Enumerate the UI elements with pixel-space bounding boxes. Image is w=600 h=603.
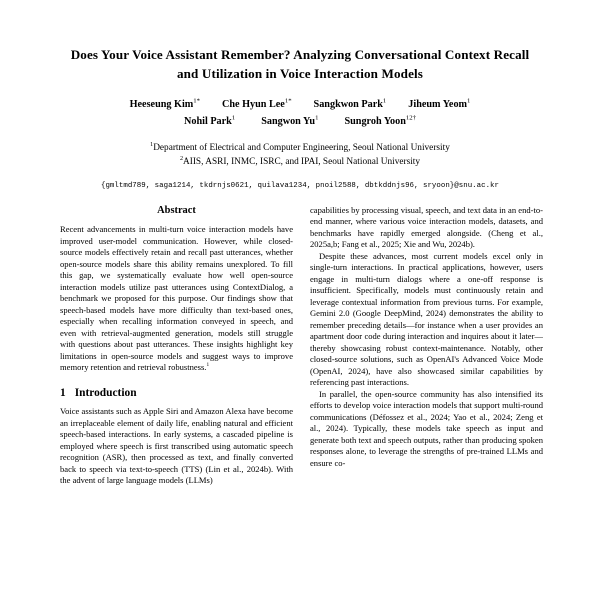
author-name: Sangwon Yu: [261, 115, 316, 127]
affiliation-entry: [62, 141, 538, 155]
section-heading-introduction: [60, 387, 293, 401]
author-name: Jiheum Yeom: [408, 99, 468, 111]
author-affiliation-marker: 1: [467, 97, 471, 105]
contact-emails: {gmltmd789, saga1214, tkdrnjs0621, quilava1234, pnoil2588, dbtkddnjs96, sryoon}@snu.ac.kr: [100, 182, 500, 191]
author-entry: [130, 97, 200, 114]
abstract-footnote-marker: 1: [206, 362, 210, 369]
affiliation-text: Department of Electrical and Computer Engineering, Seoul National University: [153, 143, 450, 154]
right-column: [310, 205, 543, 603]
author-affiliation-marker: 1: [231, 114, 236, 122]
author-list: [62, 97, 538, 130]
author-name: Heeseung Kim: [129, 99, 194, 111]
author-name: Sangkwon Park: [313, 99, 383, 111]
author-affiliation-marker: 1: [315, 114, 319, 122]
affiliation-entry: [62, 155, 538, 169]
author-entry: [314, 97, 387, 114]
affiliation-text: AIIS, ASRI, INMC, ISRC, and IPAI, Seoul National University: [183, 157, 421, 168]
author-name: Nohil Park: [184, 115, 232, 127]
left-column: [60, 205, 293, 603]
abstract-text: Recent advancements in multi-turn voice interaction models have improved user-model communication. However, while closed-source models effectively retain and recall past utterances, whether open-source models share this ability remains unexplored. To fill this gap, we systematically evaluate how well open-source interaction models utilize past utterances using ContextDialog, a benchmark we proposed for this purpose. Our findings show that speech-based models have more difficulty than text-based ones, especially when recalling information conveyed in speech, and even with retrieval-augmented generation, models still struggle with questions about past utterances. These insights highlight key limitations in open-source models and suggest ways to improve memory retention and retrieval robustness.: [60, 224, 293, 373]
author-entry: [261, 114, 318, 131]
author-affiliation-marker: 1: [382, 97, 387, 105]
author-entry: [222, 97, 292, 114]
abstract-paragraph: [60, 224, 293, 373]
author-affiliation-marker: 12†: [405, 114, 416, 122]
section-number: 1: [60, 386, 66, 399]
title-block: [0, 0, 600, 190]
abstract-heading: Abstract: [157, 205, 196, 216]
continued-paragraph: capabilities by processing visual, speech, and text data in an end-to-end manner, where various voice interaction models, datasets, and benchmarks have rapidly emerged alongside. (Cheng et al., 2025a,b; Fang et al., 2025; Xie and Wu, 2024b).: [310, 205, 543, 250]
two-column-body: [0, 205, 600, 603]
author-entry: [184, 114, 235, 131]
author-affiliation-marker: 1*: [284, 97, 292, 105]
author-entry: [344, 114, 416, 131]
affiliation-marker: 2: [179, 156, 184, 163]
author-name: Che Hyun Lee: [222, 99, 285, 111]
page-title: Does Your Voice Assistant Remember? Analyzing Conversational Context Recall and Utilization in Voice Interaction Models: [70, 47, 530, 81]
author-affiliation-marker: 1*: [193, 97, 200, 105]
intro-paragraph-2: Despite these advances, most current models excel only in single-turn interactions. In practical applications, however, users engage in multi-turn dialogs where a one-off response is insufficient. Specifically, models must continuously retain and leverage contextual information from previous turns. For example, Gemini 2.0 (Google DeepMind, 2024) demonstrates the ability to remember preceding details—for instance when a user provides an apartment door code during interaction and inquires about it later—thereby showcasing robust context-maintenance. Notably, other closed-source solutions, such as OpenAI's Advanced Voice Mode (OpenAI, 2024), have also showcased similar capabilities by referencing past interactions.: [310, 250, 543, 388]
author-entry: [408, 97, 470, 114]
affiliation-marker: 1: [150, 142, 154, 149]
section-title: Introduction: [74, 386, 137, 399]
intro-paragraph-1: Voice assistants such as Apple Siri and Amazon Alexa have become an irreplaceable element of daily life, enabling natural and efficient speech-based interactions. In early systems, a cascaded pipeline is employed where speech is first transcribed using automatic speech recognition (ASR), then processed as text, and finally converted back to speech via text-to-speech (TTS) (Lin et al., 2024b). With the advent of large language models (LLMs): [60, 406, 293, 486]
author-row-1: [62, 97, 538, 114]
author-name: Sungroh Yoon: [344, 115, 406, 127]
author-row-2: [62, 114, 538, 131]
affiliation-list: [62, 141, 538, 169]
intro-paragraph-3: In parallel, the open-source community has also intensified its efforts to develop voice interaction models that support multi-round communications (Défossez et al., 2024; Yao et al., 2024; Zeng et al., 2024). Typically, these models take speech as input and generate both text and speech outputs, rather than producing spoken responses alone, to leverage the strengths of pre-trained LLMs and ensure co-: [310, 388, 543, 468]
